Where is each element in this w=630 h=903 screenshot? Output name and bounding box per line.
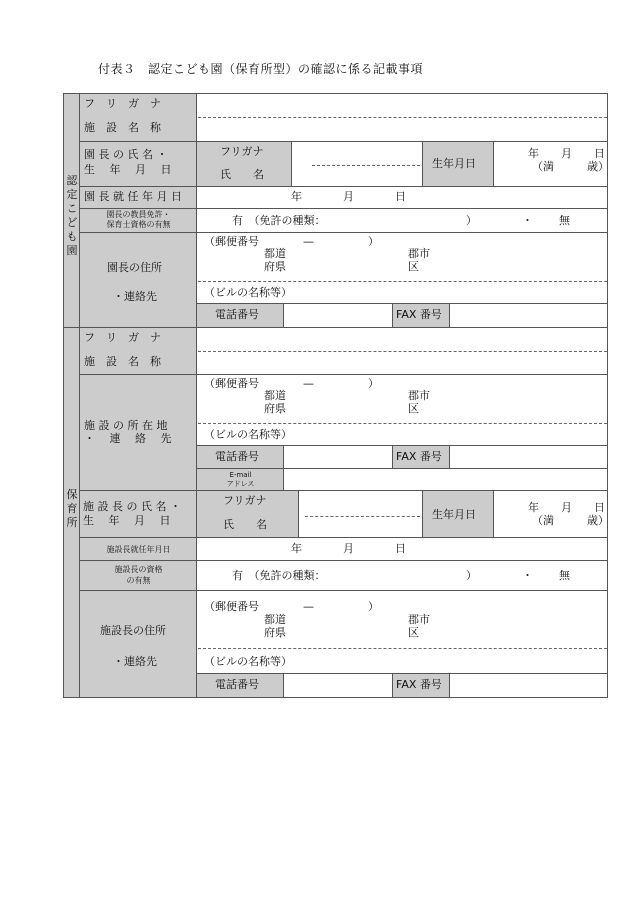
director-license-dot: ・ bbox=[522, 214, 533, 227]
page-title: 付表３ 認定こども園（保育所型）の確認に係る記載事項 bbox=[98, 62, 424, 76]
nursery-facility-name-label: 施 設 名 称 bbox=[84, 355, 161, 368]
director-license-yes: 有 （免許の種類： bbox=[232, 214, 326, 227]
director-birthdate-label: 生年月日 bbox=[432, 157, 476, 170]
head-building-label: （ビルの名称等） bbox=[204, 655, 292, 668]
facility-name-label: 施 設 名 称 bbox=[84, 121, 161, 134]
head-birthdate-value-line2: （満 歳） bbox=[532, 514, 609, 527]
director-prefecture-line2: 府県 bbox=[264, 260, 286, 273]
head-name-label-line1: 施 設 長 の 氏 名 ・ bbox=[83, 500, 181, 513]
director-building-label: （ビルの名称等） bbox=[204, 286, 292, 299]
section-hoikusho-label: 保育所 bbox=[66, 488, 78, 529]
director-prefecture-line1: 都道 bbox=[264, 247, 286, 260]
nursery-email-label-line1: E-mail bbox=[229, 471, 252, 479]
head-city-line2: 区 bbox=[408, 626, 419, 639]
director-phone-label: 電話番号 bbox=[215, 308, 259, 321]
nursery-email-label-line2: アドレス bbox=[226, 480, 255, 488]
director-name-label-line1: 園 長 の 氏 名 ・ bbox=[84, 148, 168, 161]
head-license-dot: ・ bbox=[522, 569, 533, 582]
head-appointment-day: 日 bbox=[395, 542, 406, 555]
director-license-no: 無 bbox=[559, 214, 570, 227]
nursery-postal-close: ） bbox=[368, 377, 379, 390]
nursery-prefecture-line1: 都道 bbox=[264, 389, 286, 402]
head-address-label-line2: ・連絡先 bbox=[113, 655, 157, 668]
head-address-label-line1: 施設長の住所 bbox=[100, 624, 166, 637]
nursery-email-input[interactable] bbox=[284, 469, 607, 491]
director-phone-input[interactable] bbox=[284, 304, 393, 327]
facility-furigana-label: フ リ ガ ナ bbox=[84, 97, 161, 110]
head-appointment-month: 月 bbox=[343, 542, 354, 555]
director-birthdate-value-line1: 年 月 日 bbox=[528, 147, 605, 160]
head-postal-label: （郵便番号 bbox=[204, 600, 259, 613]
director-name-label-line2: 生 年 月 日 bbox=[84, 163, 172, 176]
director-appointment-year: 年 bbox=[291, 190, 302, 203]
nursery-location-label-line2: ・ 連 絡 先 bbox=[84, 432, 172, 445]
nursery-phone-label: 電話番号 bbox=[215, 450, 259, 463]
head-fax-label: FAX 番号 bbox=[396, 678, 442, 691]
head-license-yes: 有 （免許の種類： bbox=[232, 569, 326, 582]
head-qualification-label-line1: 施設長の資格 bbox=[114, 565, 163, 574]
nursery-fax-label: FAX 番号 bbox=[396, 450, 442, 463]
head-city-line1: 郡市 bbox=[408, 613, 430, 626]
nursery-phone-input[interactable] bbox=[284, 446, 393, 469]
furigana-divider bbox=[198, 117, 607, 118]
head-phone-label: 電話番号 bbox=[215, 678, 259, 691]
head-fax-input[interactable] bbox=[450, 674, 607, 697]
director-fax-input[interactable] bbox=[450, 304, 607, 327]
head-name-sub-label: 氏 名 bbox=[223, 518, 267, 531]
director-postal-close: ） bbox=[368, 235, 379, 248]
head-birthdate-value-line1: 年 月 日 bbox=[528, 501, 605, 514]
section-kodomoen-label: 認定こども園 bbox=[66, 174, 78, 257]
head-name-divider bbox=[305, 516, 420, 517]
director-address-label-line2: ・連絡先 bbox=[113, 290, 157, 303]
head-prefecture-line2: 府県 bbox=[264, 626, 286, 639]
head-license-close: ） bbox=[466, 569, 477, 582]
head-name-input[interactable] bbox=[299, 491, 423, 538]
nursery-prefecture-line2: 府県 bbox=[264, 402, 286, 415]
facility-name-input[interactable] bbox=[197, 94, 607, 142]
head-postal-close: ） bbox=[368, 600, 379, 613]
director-appointment-label: 園 長 就 任 年 月 日 bbox=[84, 190, 182, 203]
head-appointment-year: 年 bbox=[291, 542, 302, 555]
nursery-furigana-divider bbox=[198, 351, 607, 352]
director-birthdate-value-line2: （満 歳） bbox=[532, 160, 609, 173]
director-postal-dash: — bbox=[303, 235, 314, 248]
nursery-postal-label: （郵便番号 bbox=[204, 377, 259, 390]
head-qualification-label-line2: の有無 bbox=[126, 576, 151, 585]
head-birthdate-label: 生年月日 bbox=[432, 508, 476, 521]
nursery-furigana-label: フ リ ガ ナ bbox=[84, 331, 161, 344]
director-name-divider bbox=[312, 165, 420, 166]
head-phone-input[interactable] bbox=[284, 674, 393, 697]
director-license-close: ） bbox=[466, 214, 477, 227]
nursery-city-line2: 区 bbox=[408, 402, 419, 415]
head-address-label-cell bbox=[80, 591, 197, 697]
head-appointment-label: 施設長就任年月日 bbox=[106, 545, 171, 554]
director-appointment-month: 月 bbox=[343, 190, 354, 203]
director-name-sub-label: 氏 名 bbox=[220, 168, 264, 181]
head-prefecture-line1: 都道 bbox=[264, 613, 286, 626]
director-license-label-line2: 保育士資格の有無 bbox=[106, 220, 171, 229]
director-postal-label: （郵便番号 bbox=[204, 235, 259, 248]
nursery-city-line1: 郡市 bbox=[408, 389, 430, 402]
director-license-label-line1: 園長の教員免許・ bbox=[106, 210, 171, 219]
director-furigana-label: フリガナ bbox=[220, 145, 264, 158]
nursery-location-label-line1: 施 設 の 所 在 地 bbox=[84, 419, 168, 432]
director-address-label-line1: 園長の住所 bbox=[107, 261, 162, 274]
director-appointment-day: 日 bbox=[395, 190, 406, 203]
head-name-label-line2: 生 年 月 日 bbox=[83, 514, 171, 527]
nursery-postal-dash: — bbox=[303, 377, 314, 390]
head-furigana-label: フリガナ bbox=[223, 494, 267, 507]
director-city-line1: 郡市 bbox=[408, 247, 430, 260]
director-fax-label: FAX 番号 bbox=[396, 308, 442, 321]
head-postal-dash: — bbox=[303, 600, 314, 613]
director-address-label-cell bbox=[80, 233, 197, 327]
head-license-no: 無 bbox=[559, 569, 570, 582]
nursery-fax-input[interactable] bbox=[450, 446, 607, 469]
nursery-building-label: （ビルの名称等） bbox=[204, 428, 292, 441]
director-city-line2: 区 bbox=[408, 260, 419, 273]
